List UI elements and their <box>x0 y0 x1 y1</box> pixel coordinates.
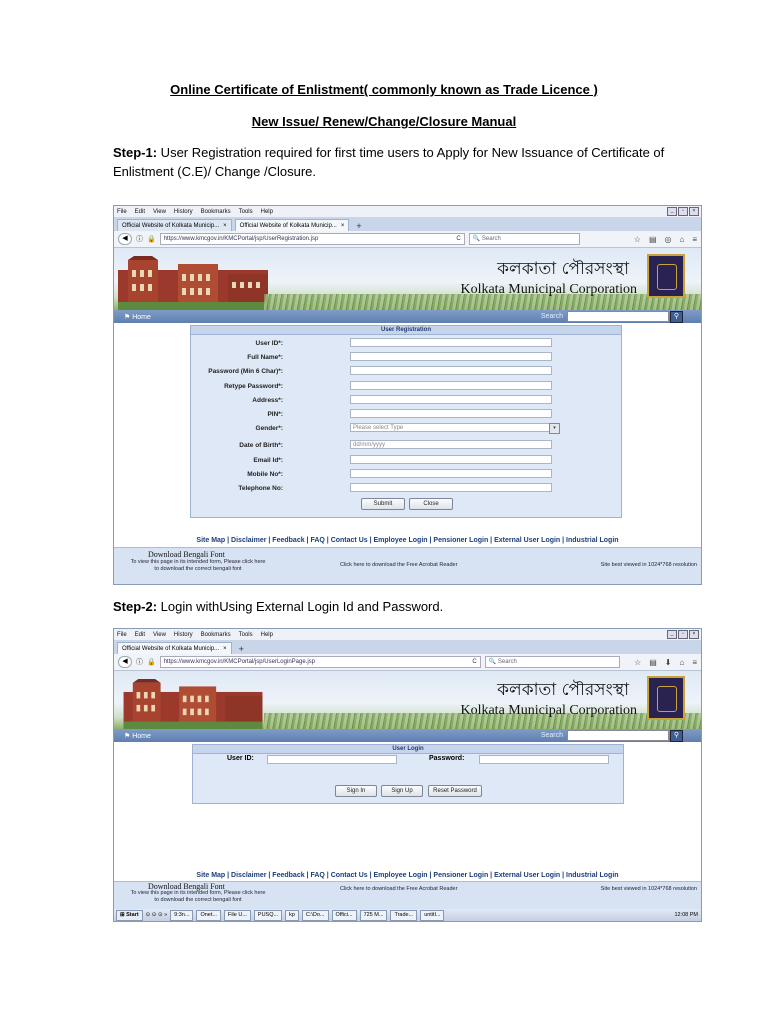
field-input[interactable] <box>350 352 552 361</box>
search-icon: ⚲ <box>673 732 680 739</box>
registration-row <box>191 366 621 377</box>
browser-search-input[interactable]: 🔍 Search <box>485 656 620 668</box>
menu-history[interactable]: History <box>173 631 193 638</box>
step-1-description: User Registration required for first time users to Apply for New Issuance of Certificate of Enlistment (C.E)/ Change /Closure. <box>113 145 665 179</box>
minimize-icon[interactable]: _ <box>667 630 677 639</box>
back-icon[interactable]: ◀ <box>118 233 132 245</box>
field-input[interactable] <box>350 483 552 492</box>
info-icon: ⓘ <box>136 659 143 666</box>
step-2-text <box>113 597 673 616</box>
url-input[interactable] <box>160 656 481 668</box>
field-input[interactable] <box>350 338 552 347</box>
taskbar-item[interactable]: Trade... <box>390 910 417 921</box>
form-title: User Login <box>193 745 623 754</box>
gender-select[interactable]: Please select Type <box>350 423 558 432</box>
menu-bookmarks[interactable]: Bookmarks <box>200 631 231 638</box>
registration-row <box>191 469 621 480</box>
site-search-label: Search <box>540 313 563 320</box>
tab-label: Official Website of Kolkata Municip... <box>239 222 337 229</box>
browser-toolbar-icons <box>634 235 697 244</box>
home-link[interactable]: ⚑ Home <box>124 732 151 740</box>
menu-edit[interactable]: Edit <box>134 208 146 215</box>
browser-tab[interactable] <box>117 219 232 231</box>
registration-row <box>191 338 621 349</box>
maximize-icon[interactable]: ▫ <box>678 207 688 216</box>
back-icon[interactable]: ◀ <box>118 656 132 668</box>
kmc-english-name: Kolkata Municipal Corporation <box>460 282 637 297</box>
bengali-font-text[interactable]: To view this page in its intended form, Please click here to download the correct bengali font <box>130 559 266 572</box>
site-footer-links[interactable]: Site Map | Disclaimer | Feedback | FAQ | Contact Us | Employee Login | Pensioner Login | External User Login | Industrial Login <box>196 872 619 879</box>
menu-view[interactable]: View <box>153 208 166 215</box>
browser-menubar <box>114 629 701 640</box>
browser-urlbar <box>114 654 701 671</box>
field-input[interactable] <box>350 395 552 404</box>
close-icon[interactable]: × <box>689 207 699 216</box>
site-footer-links[interactable]: Site Map | Disclaimer | Feedback | FAQ | Contact Us | Employee Login | Pensioner Login | External User Login | Industrial Login <box>196 537 619 544</box>
windows-taskbar <box>114 909 701 921</box>
registration-row <box>191 352 621 363</box>
field-label: Retype Password*: <box>224 382 283 390</box>
maximize-icon[interactable]: ▫ <box>678 630 688 639</box>
menu-help[interactable]: Help <box>260 631 273 638</box>
password-input[interactable] <box>479 755 609 764</box>
document-title: Online Certificate of Enlistment( commonly known as Trade Licence ) <box>170 82 598 97</box>
bengali-font-title[interactable]: Download Bengali Font <box>148 550 225 559</box>
url-input[interactable] <box>160 233 465 245</box>
reading-list-icon[interactable]: ▤ <box>648 234 657 244</box>
search-placeholder: Search <box>481 236 501 242</box>
acrobat-link[interactable]: Click here to download the Free Acrobat Reader <box>340 886 458 892</box>
submit-button[interactable]: Submit <box>361 498 405 510</box>
menu-bookmarks[interactable]: Bookmarks <box>200 208 231 215</box>
site-search-input[interactable] <box>567 730 669 741</box>
registration-row <box>191 423 621 434</box>
kmc-bengali-name: কলকাতা পৌরসংস্থা <box>497 680 629 700</box>
form-title: User Registration <box>191 326 621 335</box>
site-search-button[interactable] <box>670 311 683 323</box>
field-input[interactable] <box>350 381 552 390</box>
browser-tab-active[interactable] <box>117 642 232 654</box>
close-icon[interactable]: × <box>689 630 699 639</box>
menu-view[interactable]: View <box>153 631 166 638</box>
taskbar-item[interactable]: 9:3n... <box>170 910 193 921</box>
menu-file[interactable]: File <box>117 208 127 215</box>
field-label: Telephone No: <box>238 485 283 492</box>
bengali-font-text[interactable]: To view this page in its intended form, Please click here to download the correct bengali font <box>130 890 266 903</box>
url-text: https://www.kmcgov.in/KMCPortal/jsp/UserRegistration.jsp <box>163 236 319 242</box>
site-footer <box>114 547 701 585</box>
menu-file[interactable]: File <box>117 631 127 638</box>
kmc-logo-icon <box>647 254 685 298</box>
pocket-icon[interactable]: ◎ <box>664 234 672 244</box>
url-text: https://www.kmcgov.in/KMCPortal/jsp/UserLoginPage.jsp <box>163 659 316 665</box>
field-input[interactable] <box>350 469 552 478</box>
minimize-icon[interactable]: _ <box>667 207 677 216</box>
browser-tab-active[interactable] <box>235 219 350 231</box>
resolution-note: Site best viewed in 1024*768 resolution <box>600 562 697 568</box>
field-label: Date of Birth*: <box>239 442 283 450</box>
download-icon[interactable]: ⬇ <box>664 657 672 667</box>
password-label: Password: <box>429 755 465 762</box>
site-navbar <box>114 729 701 742</box>
field-input[interactable] <box>350 455 552 464</box>
tab-close-icon[interactable]: × <box>223 222 227 229</box>
field-label: Email Id*: <box>253 456 283 464</box>
menu-edit[interactable]: Edit <box>134 631 146 638</box>
sign-in-button[interactable]: Sign In <box>335 785 377 797</box>
registration-row <box>191 483 621 494</box>
browser-toolbar-icons <box>634 658 697 667</box>
search-icon: ⚲ <box>673 313 680 320</box>
municipal-building-image <box>118 256 268 310</box>
taskbar-item[interactable]: kp <box>285 910 299 921</box>
lock-icon: 🔒 <box>147 236 156 243</box>
close-button[interactable]: Close <box>409 498 453 510</box>
login-page-content <box>114 742 701 882</box>
field-label: Full Name*: <box>247 354 283 362</box>
quick-launch-icons[interactable]: ⊙ ⊙ ⊙ » <box>145 912 168 918</box>
step-1-label: Step-1: <box>113 145 158 160</box>
chevron-down-icon[interactable]: ▾ <box>549 423 560 434</box>
field-label: User ID*: <box>255 340 283 347</box>
registration-row <box>191 440 621 451</box>
field-label: Gender*: <box>255 425 283 433</box>
star-icon[interactable]: ☆ <box>633 234 641 244</box>
menu-icon[interactable]: ≡ <box>692 234 697 244</box>
registration-row <box>191 409 621 420</box>
info-icon: ⓘ <box>136 236 143 243</box>
tab-label: Official Website of Kolkata Municip... <box>122 645 220 652</box>
field-label: PIN*: <box>267 411 283 418</box>
reload-icon[interactable]: C <box>456 236 461 242</box>
registration-page-content <box>114 323 701 518</box>
menu-history[interactable]: History <box>173 208 193 215</box>
field-input[interactable] <box>350 366 552 375</box>
registration-row <box>191 455 621 466</box>
resolution-note: Site best viewed in 1024*768 resolution <box>600 886 697 892</box>
user-id-input[interactable] <box>267 755 397 764</box>
taskbar-item[interactable]: C:\Do... <box>302 910 329 921</box>
site-search-input[interactable] <box>567 311 669 322</box>
taskbar-item[interactable]: untitl... <box>420 910 444 921</box>
browser-menubar <box>114 206 701 217</box>
browser-search-input[interactable]: 🔍 Search <box>469 233 580 245</box>
site-search-button[interactable] <box>670 730 683 742</box>
reading-list-icon[interactable]: ▤ <box>649 657 657 667</box>
kmc-banner <box>114 248 701 310</box>
start-button[interactable]: ⊞ Start <box>116 910 143 921</box>
tab-close-icon[interactable]: × <box>223 645 227 652</box>
kmc-banner <box>114 671 701 729</box>
document-subtitle: New Issue/ Renew/Change/Closure Manual <box>251 114 517 129</box>
field-input[interactable]: dd/mm/yyyy <box>350 440 552 449</box>
home-link[interactable]: ⚑ Home <box>124 313 151 321</box>
browser-urlbar <box>114 231 701 248</box>
search-placeholder: Search <box>497 659 517 665</box>
menu-help[interactable]: Help <box>260 208 273 215</box>
registration-row <box>191 395 621 406</box>
menu-tools[interactable]: Tools <box>238 208 253 215</box>
login-screenshot <box>113 628 702 922</box>
step-1-text <box>113 143 673 181</box>
field-label: Mobile No*: <box>247 470 283 478</box>
browser-tabbar <box>114 217 701 231</box>
sign-up-button[interactable]: Sign Up <box>381 785 423 797</box>
home-label: Home <box>132 313 151 321</box>
taskbar-clock: 12:08 PM <box>674 912 698 918</box>
home-icon[interactable]: ⌂ <box>679 234 685 244</box>
home-label: Home <box>132 732 151 740</box>
lock-icon: 🔒 <box>147 659 156 666</box>
acrobat-link[interactable]: Click here to download the Free Acrobat Reader <box>340 562 458 568</box>
step-2-description: Login withUsing External Login Id and Password. <box>157 599 444 614</box>
reload-icon[interactable]: C <box>472 659 477 665</box>
registration-screenshot <box>113 205 702 585</box>
site-footer <box>114 881 701 910</box>
bengali-font-title[interactable]: Download Bengali Font <box>148 882 225 891</box>
taskbar-item[interactable]: Offici... <box>332 910 357 921</box>
new-tab-icon[interactable]: + <box>356 221 362 231</box>
menu-icon[interactable]: ≡ <box>692 657 697 667</box>
user-registration-form <box>190 325 622 518</box>
kmc-bengali-name: কলকাতা পৌরসংস্থা <box>497 259 629 279</box>
new-tab-icon[interactable]: + <box>238 644 244 654</box>
kmc-english-name: Kolkata Municipal Corporation <box>460 703 637 718</box>
tab-close-icon[interactable]: × <box>340 222 345 229</box>
user-login-form <box>192 744 624 804</box>
tab-label: Official Website of Kolkata Municip... <box>122 222 220 229</box>
browser-tabbar <box>114 640 701 654</box>
taskbar-item[interactable]: Onet... <box>196 910 221 921</box>
site-navbar <box>114 310 701 323</box>
taskbar-item[interactable]: File U... <box>224 910 251 921</box>
star-icon[interactable]: ☆ <box>634 657 642 667</box>
site-search-label: Search <box>540 732 563 739</box>
field-label: Address*: <box>252 396 283 404</box>
kmc-logo-icon <box>647 676 685 720</box>
user-id-label: User ID: <box>227 755 254 762</box>
taskbar-item[interactable]: 725 M... <box>360 910 388 921</box>
start-label: Start <box>126 911 139 918</box>
registration-row <box>191 381 621 392</box>
menu-tools[interactable]: Tools <box>238 631 253 638</box>
reset-password-button[interactable]: Reset Password <box>428 785 482 797</box>
window-controls <box>667 207 699 216</box>
window-controls <box>667 630 699 639</box>
taskbar-item[interactable]: PUSQ... <box>254 910 282 921</box>
home-icon[interactable]: ⌂ <box>679 657 685 667</box>
field-label: Password (Min 6 Char)*: <box>208 368 283 376</box>
municipal-building-image <box>118 679 268 729</box>
step-2-label: Step-2: <box>113 599 158 614</box>
field-input[interactable] <box>350 409 552 418</box>
